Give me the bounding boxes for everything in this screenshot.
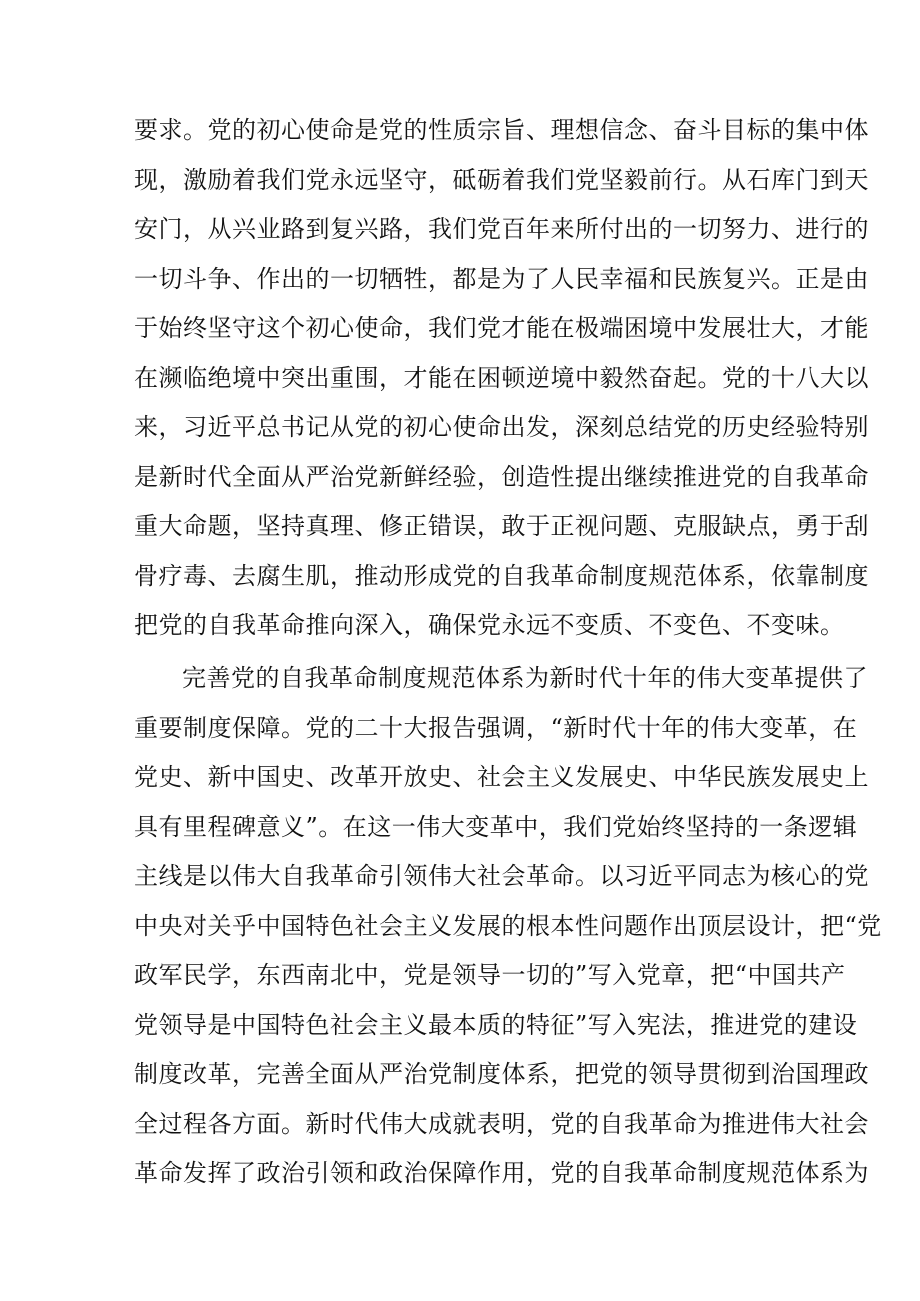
paragraph-line: 来，习近平总书记从党的初心使命出发，深刻总结党的历史经验特别 [134, 413, 869, 441]
paragraph-line: 制度改革，完善全面从严治党制度体系，把党的领导贯彻到治国理政 [134, 1060, 869, 1088]
paragraph-line: 把党的自我革命推向深入，确保党永远不变质、不变色、不变味。 [134, 611, 845, 639]
paragraph-line: 革命发挥了政治引领和政治保障作用，党的自我革命制度规范体系为 [134, 1159, 869, 1187]
paragraph-line: 现，激励着我们党永远坚守，砥砺着我们党坚毅前行。从石库门到天 [134, 166, 869, 194]
paragraph-line: 于始终坚守这个初心使命，我们党才能在极端困境中发展壮大，才能 [134, 314, 869, 342]
paragraph-line: 要求。党的初心使命是党的性质宗旨、理想信念、奋斗目标的集中体 [134, 116, 869, 144]
paragraph-line: 是新时代全面从严治党新鲜经验，创造性提出继续推进党的自我革命 [134, 463, 869, 491]
paragraph-line: 党领导是中国特色社会主义最本质的特征”写入宪法，推进党的建设 [134, 1011, 858, 1039]
paragraph-line: 中央对关乎中国特色社会主义发展的根本性问题作出顶层设计，把“党 [134, 912, 882, 940]
paragraph-line: 在濒临绝境中突出重围，才能在困顿逆境中毅然奋起。党的十八大以 [134, 364, 869, 392]
paragraph-line: 重要制度保障。党的二十大报告强调，“新时代十年的伟大变革，在 [134, 714, 858, 742]
paragraph-line: 重大命题，坚持真理、修正错误，敢于正视问题、克服缺点，勇于刮 [134, 512, 869, 540]
paragraph-line: 党史、新中国史、改革开放史、社会主义发展史、中华民族发展史上 [134, 763, 869, 791]
paragraph-line: 全过程各方面。新时代伟大成就表明，党的自我革命为推进伟大社会 [134, 1110, 869, 1138]
paragraph-line: 完善党的自我革命制度规范体系为新时代十年的伟大变革提供了 [182, 664, 868, 692]
paragraph-line: 政军民学，东西南北中，党是领导一切的”写入党章，把“中国共产 [134, 961, 846, 989]
paragraph-line: 骨疗毒、去腐生肌，推动形成党的自我革命制度规范体系，依靠制度 [134, 562, 869, 590]
paragraph-line: 一切斗争、作出的一切牺牲，都是为了人民幸福和民族复兴。正是由 [134, 265, 869, 293]
paragraph-line: 安门，从兴业路到复兴路，我们党百年来所付出的一切努力、进行的 [134, 215, 869, 243]
paragraph-line: 具有里程碑意义”。在这一伟大变革中，我们党始终坚持的一条逻辑 [134, 813, 858, 841]
paragraph-line: 主线是以伟大自我革命引领伟大社会革命。以习近平同志为核心的党 [134, 862, 869, 890]
